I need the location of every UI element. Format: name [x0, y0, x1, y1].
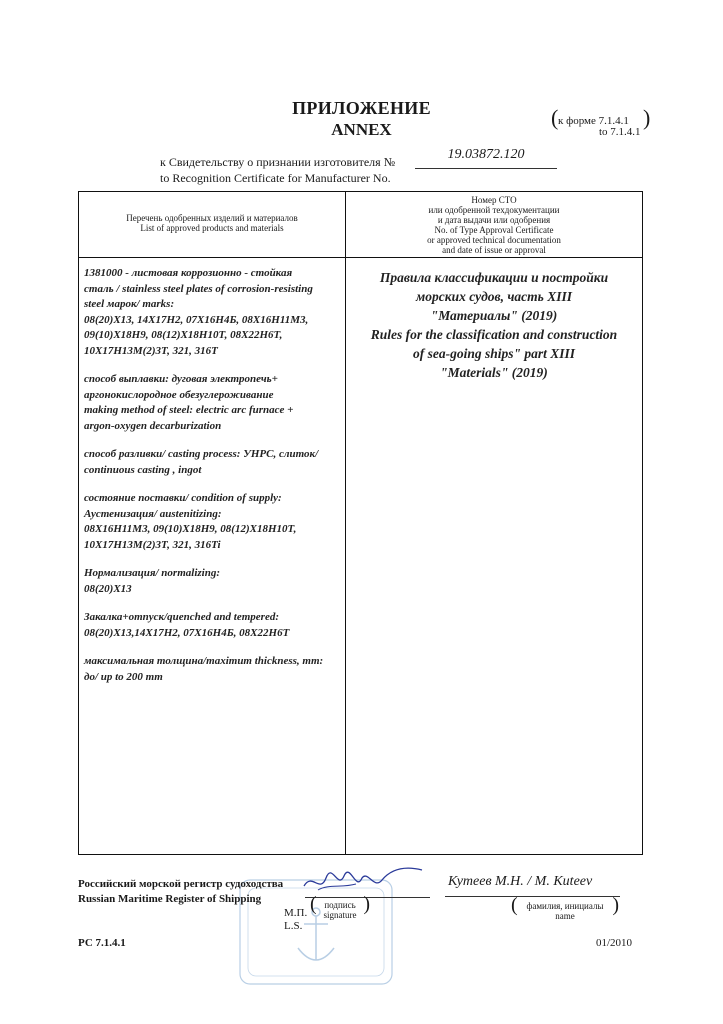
approval-documentation: [350, 268, 638, 382]
annex-title-ru: ПРИЛОЖЕНИЕ: [292, 98, 431, 118]
product-line: состояние поставки/ condition of supply:: [84, 492, 282, 504]
documentation-line: "Материалы" (2019): [430, 308, 558, 323]
name-underline: [445, 896, 620, 897]
form-date: 01/2010: [596, 937, 633, 949]
header-right-line: No. of Type Approval Certificate: [434, 225, 554, 235]
product-line: argon-oxygen decarburization: [84, 419, 222, 432]
signer-name: Кутеев М.Н. / M. Kuteev: [448, 874, 593, 889]
form-ref-ru: к форме 7.1.4.1: [558, 115, 629, 127]
product-line: способ выплавки: дуговая электропечь+: [84, 373, 278, 385]
approved-products-list: [84, 266, 342, 698]
name-label-ru: фамилия, инициалы: [526, 901, 604, 911]
header-right-line: или одобренной техдокументации: [428, 205, 560, 215]
normalizing-paragraph: [84, 566, 342, 597]
documentation-line: Правила классификации и постройки: [379, 270, 609, 285]
signature-label-ru: подпись: [324, 900, 356, 910]
product-line: 10Х17Н13М(2)3Т, 321, 316Ti: [84, 538, 221, 551]
table-header-left: [79, 213, 345, 233]
product-paragraph: [84, 266, 342, 359]
name-label-en: name: [555, 911, 575, 921]
form-reference: ( к форме 7.1.4.1 to 7.1.4.1 ): [551, 105, 651, 138]
documentation-line: морских судов, часть XIII: [416, 289, 572, 304]
certificate-number-underline: [415, 168, 557, 169]
product-line: способ разливки/ casting process: УНРС, слиток/: [84, 448, 319, 460]
product-line: Аустенизация/ austenitizing:: [84, 507, 222, 520]
seal-label-en: L.S.: [284, 920, 303, 932]
documentation-line: of sea-going ships" part XIII: [412, 346, 576, 361]
product-line: making method of steel: electric arc furnace +: [84, 404, 294, 416]
product-line: Закалка+отпуск/quenched and tempered:: [84, 611, 280, 623]
product-line: 08Х16Н11М3, 09(10)Х18Н9, 08(12)Х18Н10Т,: [84, 523, 297, 535]
header-right-line: Номер СТО: [471, 195, 517, 205]
product-line: 1381000 - листовая коррозионно - стойкая: [84, 267, 293, 279]
header-left-en: List of approved products and materials: [140, 223, 284, 233]
product-line: 09(10)Х18Н9, 08(12)Х18Н10Т, 08Х22Н6Т,: [84, 329, 283, 341]
organization-name-ru: Российский морской регистр судоходства: [78, 878, 284, 890]
table-header-divider: [78, 257, 643, 258]
signature-label: ( подпись signature ): [310, 893, 370, 920]
documentation-line: Rules for the classification and construction: [370, 327, 618, 342]
product-line: Нормализация/ normalizing:: [84, 567, 220, 579]
form-code: РС 7.1.4.1: [78, 937, 126, 949]
name-label: ( фамилия, инициалы name ): [511, 894, 619, 921]
table-header-right: [346, 195, 642, 255]
certificate-label-en: to Recognition Certificate for Manufacturer No.: [160, 171, 391, 185]
product-line: steel марок/ marks:: [84, 298, 175, 310]
condition-of-supply-paragraph: [84, 491, 342, 553]
certificate-number: 19.03872.120: [447, 147, 525, 162]
certificate-label-ru: к Свидетельству о признании изготовителя №: [160, 155, 396, 169]
header-right-line: and date of issue or approval: [442, 245, 546, 255]
product-line: максимальная толщина/maximum thickness, mm:: [84, 655, 324, 667]
table-column-divider: [345, 191, 346, 855]
product-line: до/ up to 200 mm: [84, 670, 163, 683]
header-left-ru: Перечень одобренных изделий и материалов: [126, 213, 298, 223]
annex-title-en: ANNEX: [331, 120, 392, 139]
product-line: 08(20)Х13: [84, 582, 132, 595]
product-line: аргонокислородное обезуглероживание: [84, 388, 274, 401]
casting-process-paragraph: [84, 447, 342, 478]
product-line: 08(20)Х13,14Х17Н2, 07Х16Н4Б, 08Х22Н6Т: [84, 626, 290, 639]
form-ref-en: to 7.1.4.1: [599, 126, 641, 138]
product-line: 10Х17Н13М(2)3Т, 321, 316Т: [84, 344, 218, 357]
seal-place: [284, 907, 307, 933]
header-right-line: и дата выдачи или одобрения: [437, 215, 551, 225]
header-right-line: or approved technical documentation: [427, 235, 561, 245]
product-line: continuous casting , ingot: [84, 463, 202, 476]
product-line: 08(20)Х13, 14Х17Н2, 07Х16Н4Б, 08Х16Н11М3,: [84, 313, 309, 326]
documentation-line: "Materials" (2019): [440, 365, 548, 380]
organization-name-en: Russian Maritime Register of Shipping: [78, 893, 262, 905]
making-method-paragraph: [84, 372, 342, 434]
signature-label-en: signature: [323, 910, 357, 920]
seal-label-ru: М.П.: [284, 907, 308, 919]
max-thickness-paragraph: [84, 654, 342, 685]
quenched-tempered-paragraph: [84, 610, 342, 641]
product-line: сталь / stainless steel plates of corrosion-resisting: [84, 282, 313, 295]
